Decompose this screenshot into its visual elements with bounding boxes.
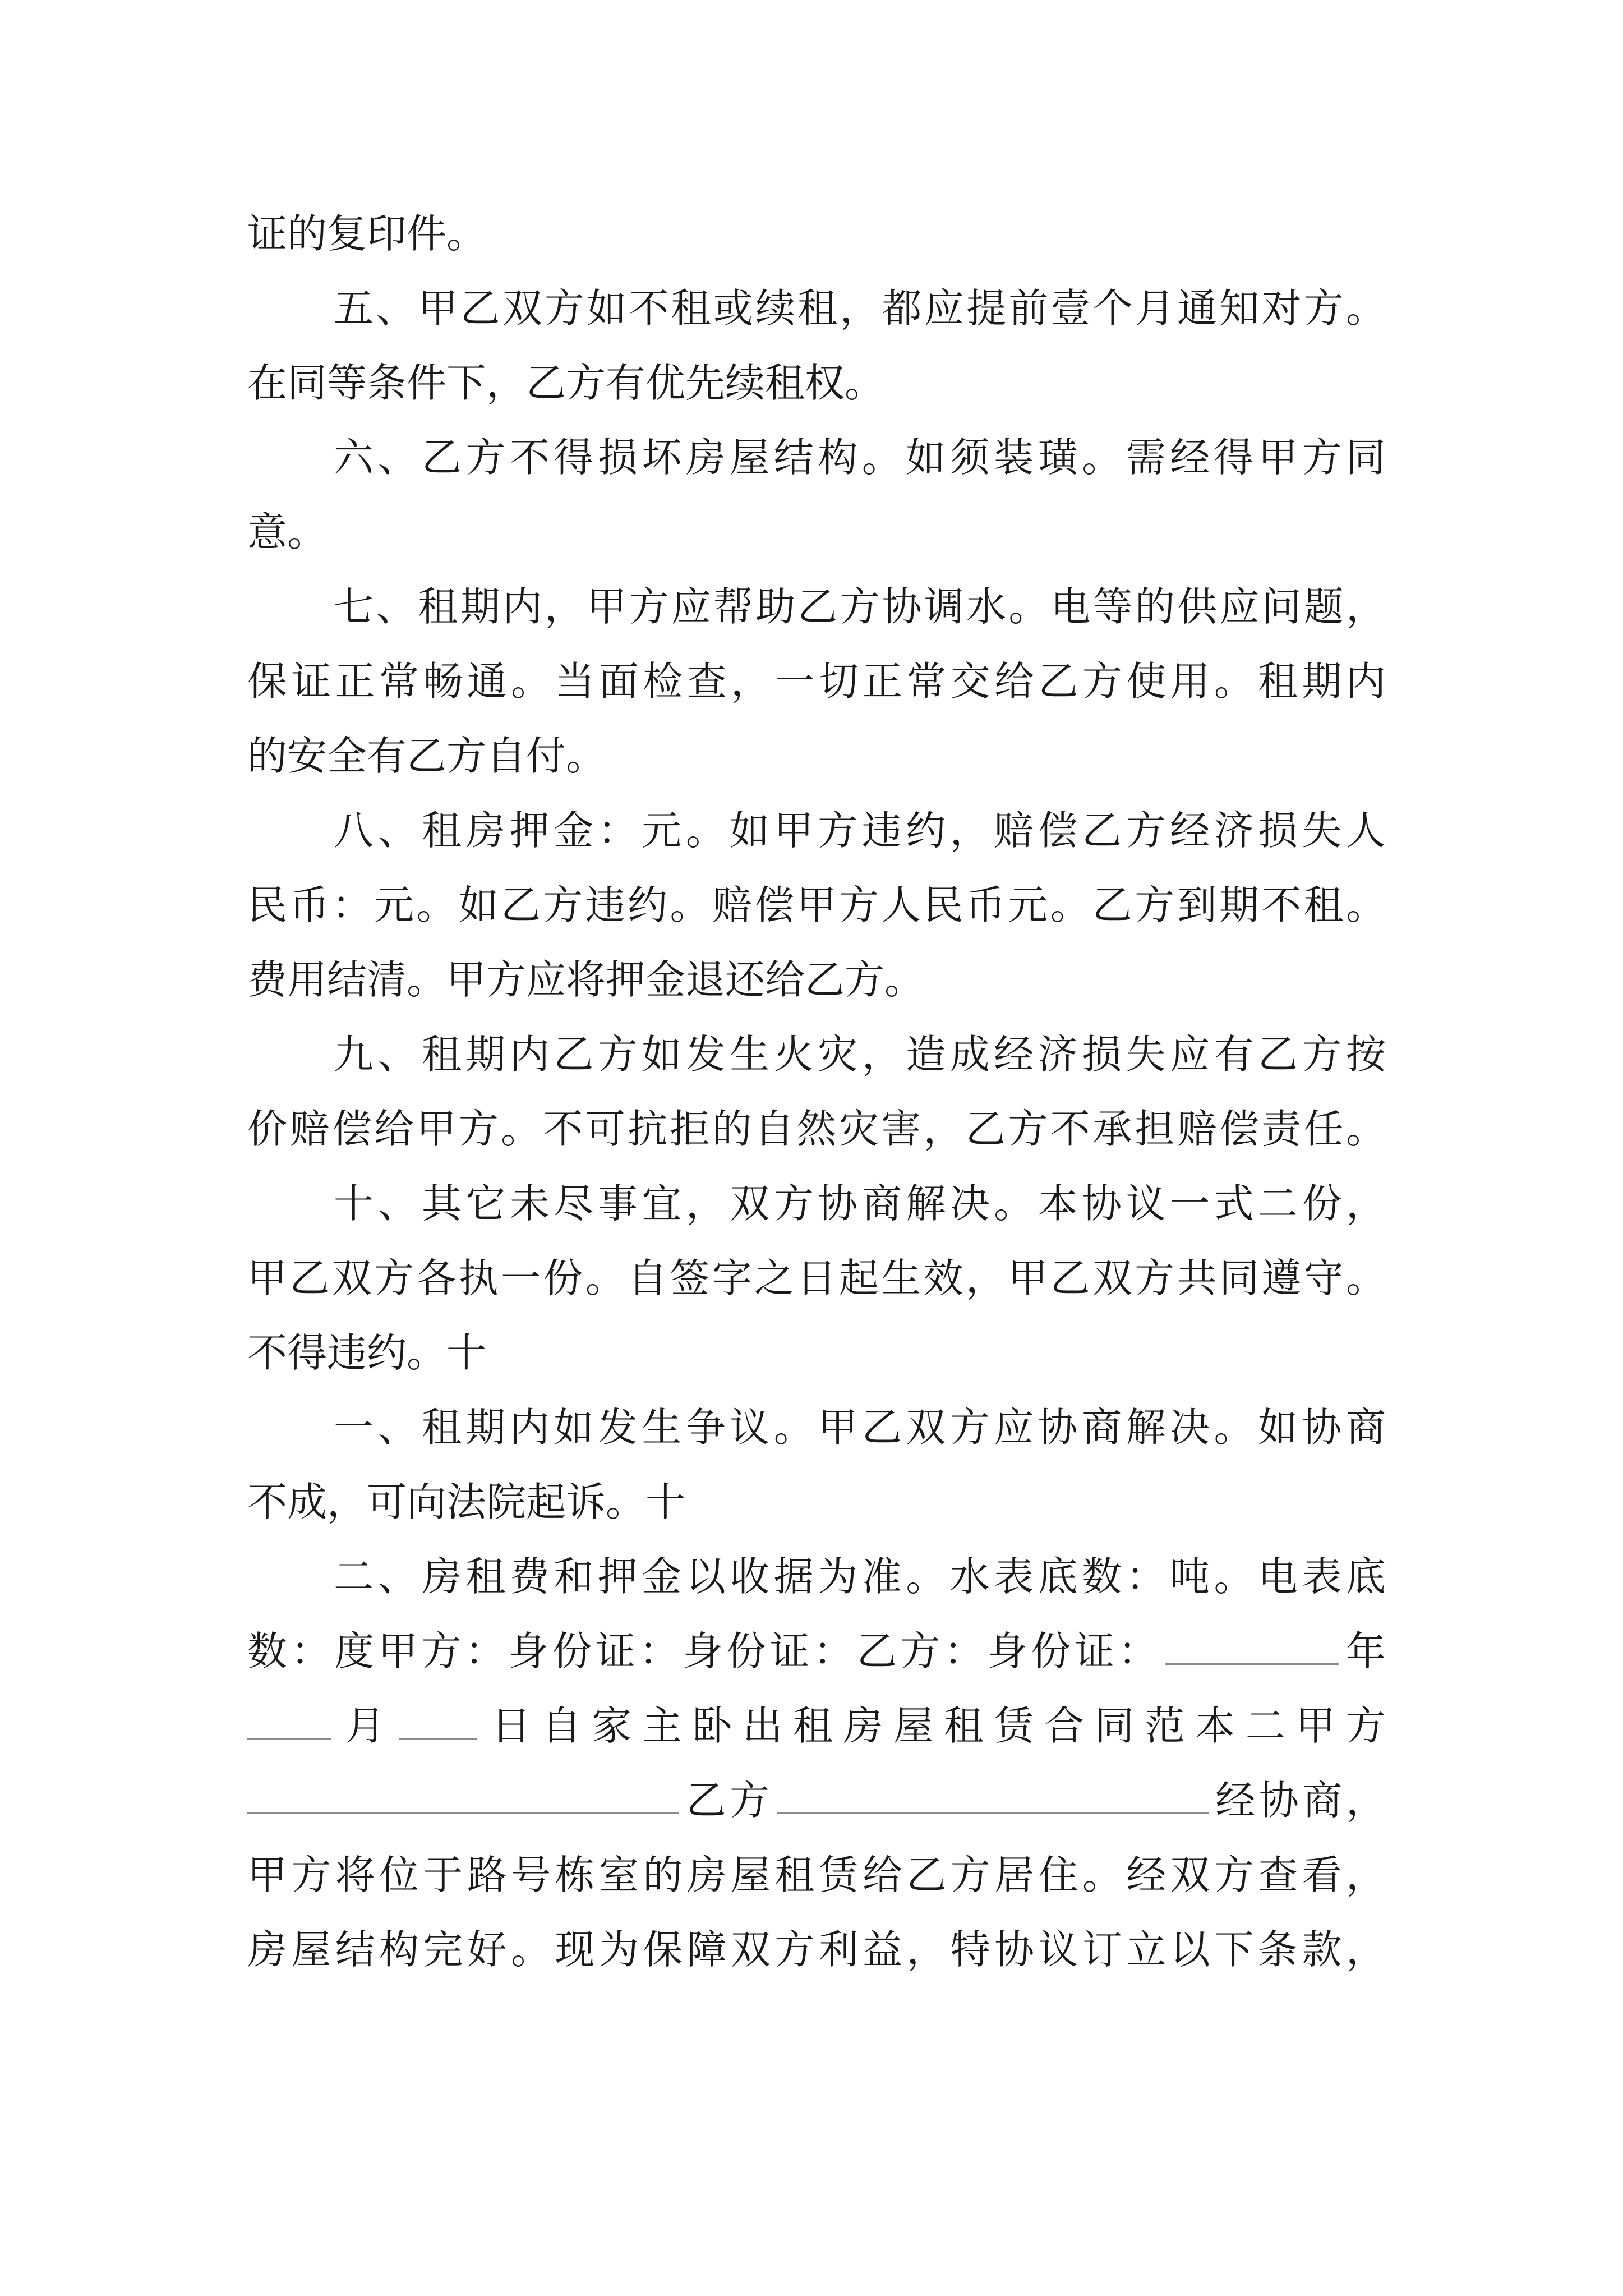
day-blank[interactable] (399, 1703, 477, 1740)
text-line: 五、甲乙双方如不租或续租，都应提前壹个月通知对方。 (334, 285, 1386, 332)
text-line: 证的复印件。 (247, 210, 487, 257)
text-line: 六、乙方不得损坏房屋结构。如须装璜。需经得甲方同 (334, 434, 1386, 481)
party-b-label: 乙方 (683, 1777, 773, 1824)
text-line: 的安全有乙方自付。 (247, 733, 606, 779)
text-line: 保证正常畅通。当面检查，一切正常交给乙方使用。租期内 (247, 658, 1386, 705)
year-label: 年 (1342, 1628, 1386, 1674)
text-line: 费用结清。甲方应将押金退还给乙方。 (247, 956, 925, 1003)
text-line: 甲乙双方各执一份。自签字之日起生效，甲乙双方共同遵守。 (247, 1255, 1386, 1301)
text-line: 十、其它未尽事宜，双方协商解决。本协议一式二份， (334, 1180, 1386, 1227)
text-line: 不成，可向法院起诉。十 (247, 1479, 686, 1525)
text-line: 八、租房押金：元。如甲方违约，赔偿乙方经济损失人 (334, 807, 1386, 854)
text-line: 民币：元。如乙方违约。赔偿甲方人民币元。乙方到期不租。 (247, 882, 1386, 928)
party-a-blank[interactable] (247, 1778, 679, 1814)
text-line: 房屋结构完好。现为保障双方利益，特协议订立以下条款， (247, 1926, 1386, 1973)
text-line: 七、租期内，甲方应帮助乙方协调水。电等的供应问题， (334, 583, 1386, 630)
id-fields-text: 数：度甲方：身份证：身份证：乙方：身份证： (247, 1628, 1162, 1674)
text-line: 九、租期内乙方如发生火灾，造成经济损失应有乙方按 (334, 1031, 1386, 1078)
contract-heading-text: 日自家主卧出租房屋租赁合同范本二甲方 (481, 1703, 1386, 1749)
text-line: 意。 (247, 509, 328, 555)
month-blank[interactable] (247, 1703, 331, 1740)
text-line: 一、租期内如发生争议。甲乙双方应协商解决。如协商 (334, 1404, 1386, 1451)
text-line: 甲方将位于路号栋室的房屋租赁给乙方居住。经双方查看， (247, 1852, 1386, 1898)
party-b-blank[interactable] (777, 1778, 1209, 1814)
text-line: 价赔偿给甲方。不可抗拒的自然灾害，乙方不承担赔偿责任。 (247, 1106, 1386, 1152)
month-label: 月 (335, 1703, 396, 1749)
year-blank[interactable] (1165, 1628, 1339, 1665)
text-line: 在同等条件下，乙方有优先续租权。 (247, 360, 885, 406)
text-line: 二、房租费和押金以收据为准。水表底数：吨。电表底 (334, 1553, 1386, 1600)
text-line-with-year-blank (247, 1614, 1386, 1688)
text-line: 不得违约。十 (247, 1329, 487, 1376)
text-line-with-date-blanks (247, 1688, 1386, 1763)
negotiation-text: 经协商， (1211, 1777, 1386, 1824)
text-line-with-party-blanks (247, 1763, 1386, 1838)
contract-body (247, 196, 1386, 1987)
